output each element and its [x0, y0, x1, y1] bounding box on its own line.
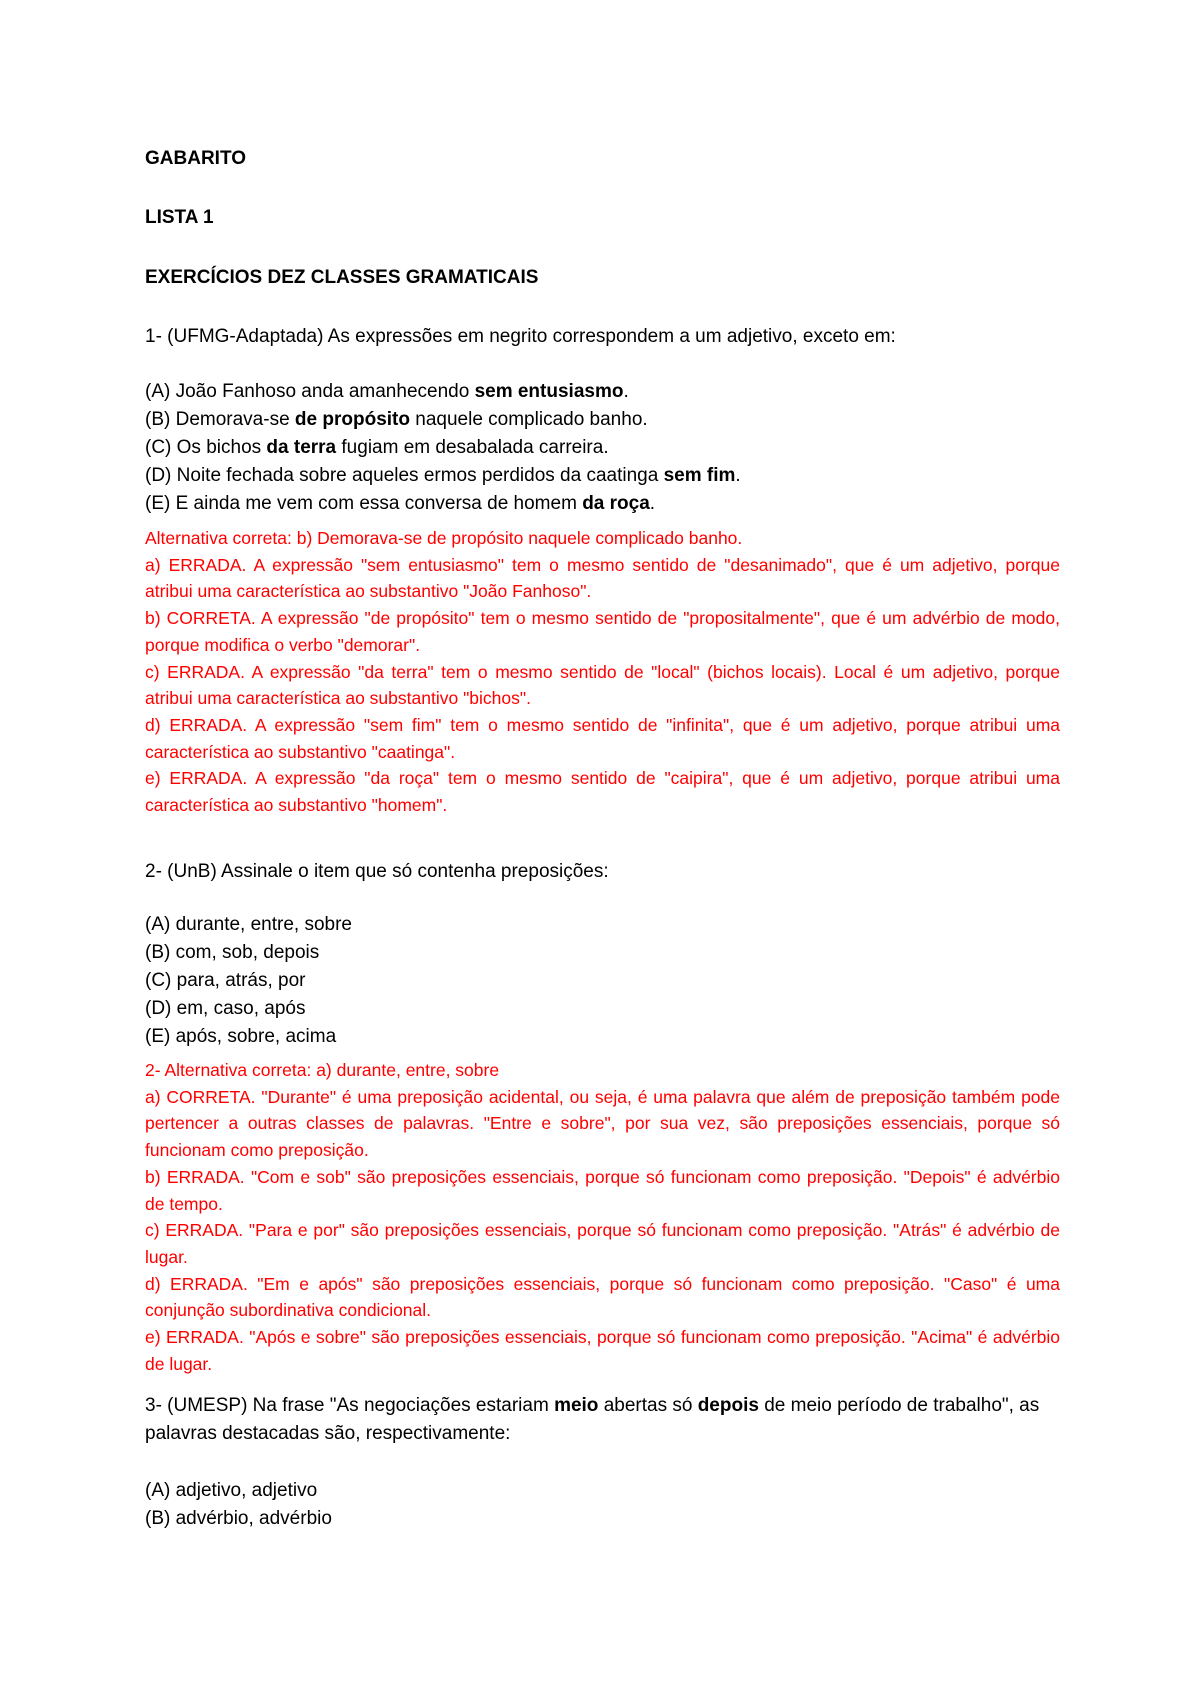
option-item: (C) para, atrás, por — [145, 970, 306, 991]
highlighted-expression: de propósito — [294, 409, 410, 430]
explanation-item: c) ERRADA. A expressão "da terra" tem o mesmo sentido de "local" (bichos locais). Local é um adjetivo, porque atribui uma característica ao substantivo "bichos". — [145, 661, 1060, 709]
option-item: (E) E ainda me vem com essa conversa de homem da roça. — [145, 493, 656, 514]
option-item: (B) advérbio, advérbio — [145, 1508, 332, 1529]
topic-heading: EXERCÍCIOS DEZ CLASSES GRAMATICAIS — [145, 267, 539, 288]
question-1-options — [145, 378, 1060, 518]
question-2-options — [145, 911, 1060, 1051]
explanation-item: c) ERRADA. "Para e por" são preposições essenciais, porque só funcionam como preposição. "Atrás" é advérbio de lugar. — [145, 1220, 1060, 1267]
correct-answer: Alternativa correta: b) Demorava-se de propósito naquele complicado banho. — [145, 528, 743, 548]
option-item: (A) adjetivo, adjetivo — [145, 1480, 318, 1501]
option-item: (B) Demorava-se de propósito naquele complicado banho. — [145, 409, 648, 430]
explanation-item: e) ERRADA. "Após e sobre" são preposições essenciais, porque só funcionam como preposição. "Acima" é advérbio de lugar. — [145, 1327, 1060, 1374]
correct-answer: 2- Alternativa correta: a) durante, entre, sobre — [145, 1060, 500, 1080]
explanation-item: a) CORRETA. "Durante" é uma preposição acidental, ou seja, é uma palavra que além de preposição também pode pertencer a outras classes de palavras. "Entre e sobre", por sua vez, são preposições essenciais, porque só funcionam como preposição. — [145, 1086, 1060, 1161]
explanation-item: b) ERRADA. "Com e sob" são preposições essenciais, porque só funcionam como preposição. "Depois" é advérbio de tempo. — [145, 1166, 1060, 1214]
question-1-stem: 1- (UFMG-Adaptada) As expressões em negrito correspondem a um adjetivo, exceto em: — [145, 326, 896, 347]
option-item: (D) em, caso, após — [145, 998, 306, 1019]
explanation-item: d) ERRADA. A expressão "sem fim" tem o mesmo sentido de "infinita", que é um adjetivo, porque atribui uma característica ao substantivo "caatinga". — [145, 714, 1060, 762]
explanation-item: a) ERRADA. A expressão "sem entusiasmo" tem o mesmo sentido de "desanimado", que é um adjetivo, porque atribui uma característica ao substantivo "João Fanhoso". — [145, 554, 1060, 602]
option-item: (A) João Fanhoso anda amanhecendo sem entusiasmo. — [145, 381, 629, 402]
highlighted-expression: sem entusiasmo — [474, 381, 624, 402]
option-item: (B) com, sob, depois — [145, 942, 320, 963]
explanation-item: b) CORRETA. A expressão "de propósito" tem o mesmo sentido de "propositalmente", que é um advérbio de modo, porque modifica o verbo "demorar". — [145, 608, 1060, 655]
highlighted-expression: da roça — [582, 493, 650, 514]
question-3-options — [145, 1477, 1060, 1533]
list-heading: LISTA 1 — [145, 207, 214, 228]
explanation-item: e) ERRADA. A expressão "da roça" tem o mesmo sentido de "caipira", que é um adjetivo, porque atribui uma característica ao substantivo "homem". — [145, 768, 1060, 816]
option-item: (C) Os bichos da terra fugiam em desabalada carreira. — [145, 437, 609, 458]
highlighted-expression: sem fim — [663, 465, 736, 486]
document-page — [145, 0, 1060, 1694]
option-item: (A) durante, entre, sobre — [145, 914, 352, 935]
question-2-stem: 2- (UnB) Assinale o item que só contenha preposições: — [145, 861, 609, 882]
highlighted-word: meio — [554, 1395, 599, 1416]
option-item: (D) Noite fechada sobre aqueles ermos perdidos da caatinga sem fim. — [145, 465, 741, 486]
question-3-stem: 3- (UMESP) Na frase "As negociações estariam meio abertas só depois de meio período de trabalho", as palavras destacadas são, respectivamente: — [145, 1395, 1040, 1444]
document-title: GABARITO — [145, 148, 246, 169]
option-item: (E) após, sobre, acima — [145, 1026, 337, 1047]
explanation-item: d) ERRADA. "Em e após" são preposições essenciais, porque só funcionam como preposição. "Caso" é uma conjunção subordinativa condicional. — [145, 1273, 1060, 1321]
highlighted-expression: da terra — [266, 437, 337, 458]
highlighted-word: depois — [697, 1395, 759, 1416]
question-2-answer-key — [145, 1057, 1060, 1377]
question-1-answer-key — [145, 525, 1060, 819]
